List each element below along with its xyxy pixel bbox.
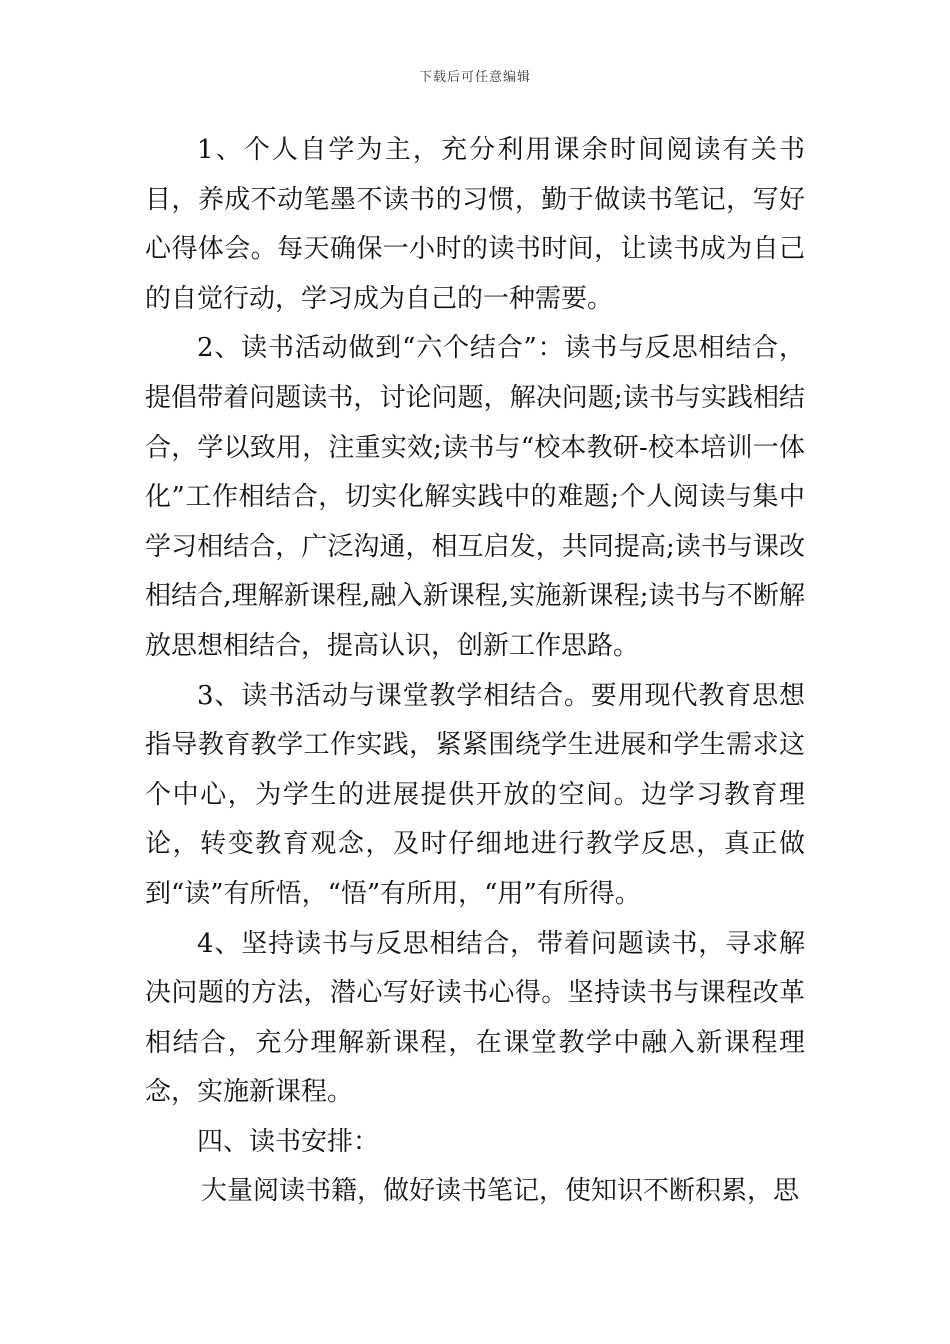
paragraph-1: 1、个人自学为主，充分利用课余时间阅读有关书目，养成不动笔墨不读书的习惯，勤于做读书笔记，写好心得体会。每天确保一小时的读书时间，让读书成为自己的自觉行动，学习成为自己的一种需要。 [145, 135, 805, 314]
paragraph-3: 3、读书活动与课堂教学相结合。要用现代教育思想指导教育教学工作实践，紧紧围绕学生进展和学生需求这个中心，为学生的进展提供开放的空间。边学习教育理论，转变教育观念，及时仔细地进行教学反思，真正做到“读”有所悟，“悟”有所用，“用”有所得。 [145, 680, 805, 909]
document-body [145, 126, 805, 1217]
paragraph-5: 大量阅读书籍，做好读书笔记，使知识不断积累，思 [201, 1176, 800, 1207]
section-heading-reading-schedule: 四、读书安排： [197, 1126, 380, 1157]
page-header: 下载后可任意编辑 [418, 70, 531, 85]
paragraph-2: 2、读书活动做到“六个结合”：读书与反思相结合，提倡带着问题读书，讨论问题，解决问题;读书与实践相结合，学以致用，注重实效;读书与“校本教研-校本培训一体化”工作相结合，切实化解实践中的难题;个人阅读与集中学习相结合，广泛沟通，相互启发，共同提高;读书与课改相结合,理解新课程,融入新课程,实施新课程;读书与不断解放思想相结合，提高认识，创新工作思路。 [145, 333, 805, 661]
paragraph-4: 4、坚持读书与反思相结合，带着问题读书，寻求解决问题的方法，潜心写好读书心得。坚持读书与课程改革相结合，充分理解新课程，在课堂教学中融入新课程理念，实施新课程。 [145, 928, 805, 1108]
